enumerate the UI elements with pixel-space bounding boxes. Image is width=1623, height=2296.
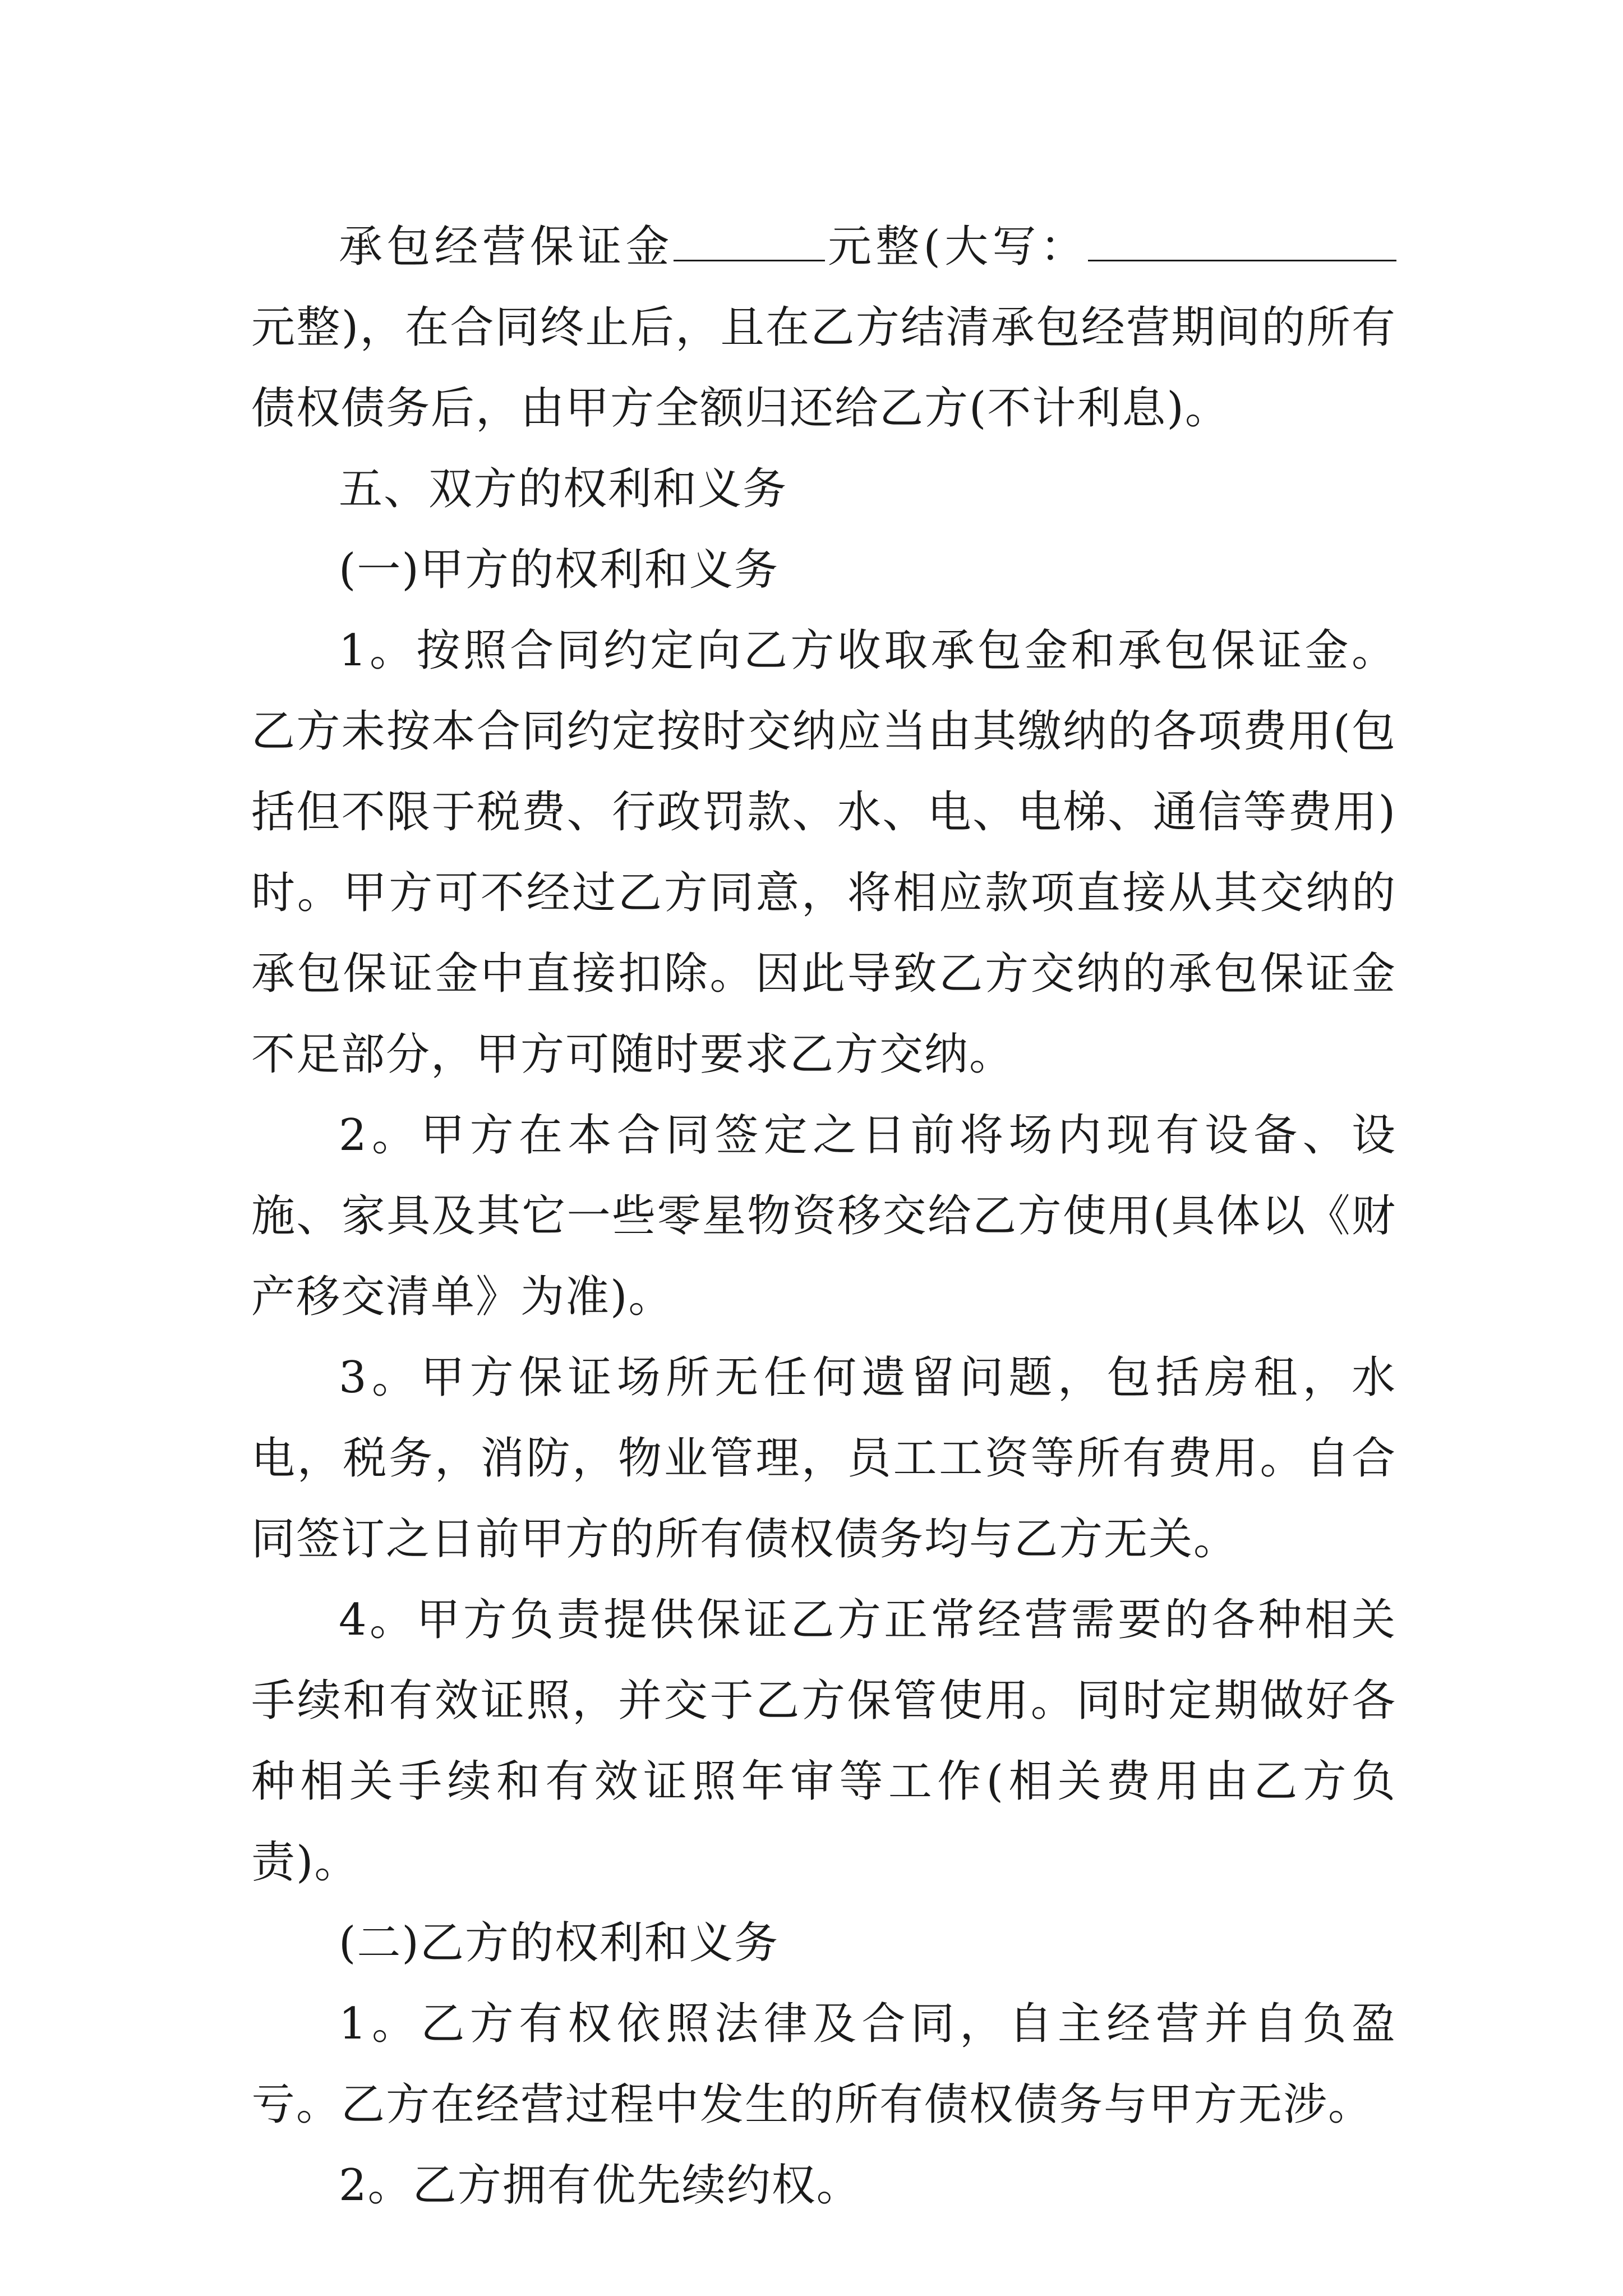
deposit-text-2: 元整(大写： <box>824 222 1088 272</box>
deposit-amount-words-blank <box>1088 219 1396 261</box>
party-b-title: (二)乙方的权利和义务 <box>339 1918 779 1968</box>
party-b-item-2: 2。乙方拥有优先续约权。 <box>339 2160 861 2211</box>
party-a-title: (一)甲方的权利和义务 <box>339 545 779 595</box>
party-a-item-3: 3。甲方保证场所无任何遗留问题，包括房租，水电，税务，消防，物业管理，员工工资等所有费用。自合同签订之日前甲方的所有债权债务均与乙方无关。 <box>251 1352 1396 1565</box>
deposit-amount-blank <box>674 219 825 261</box>
deposit-text-1: 承包经营保证金 <box>339 222 674 272</box>
party-a-item-1: 1。按照合同约定向乙方收取承包金和承包保证金。乙方未按本合同约定按时交纳应当由其缴纳的各项费用(包括但不限于税费、行政罚款、水、电、电梯、通信等费用)时。甲方可不经过乙方同意，将相应款项直接从其交纳的承包保证金中直接扣除。因此导致乙方交纳的承包保证金不足部分，甲方可随时要求乙方交纳。 <box>251 625 1396 1080</box>
party-a-item-2: 2。甲方在本合同签定之日前将场内现有设备、设施、家具及其它一些零星物资移交给乙方使用(具体以《财产移交清单》为准)。 <box>251 1110 1396 1322</box>
deposit-text-3: 元整)，在合同终止后，且在乙方结清承包经营期间的所有债权债务后，由甲方全额归还给乙方(不计利息)。 <box>251 302 1396 434</box>
party-b-item-1: 1。乙方有权依照法律及合同，自主经营并自负盈亏。乙方在经营过程中发生的所有债权债务与甲方无涉。 <box>251 1999 1396 2130</box>
section-5-title: 五、双方的权利和义务 <box>339 464 788 514</box>
party-a-item-4: 4。甲方负责提供保证乙方正常经营需要的各种相关手续和有效证照，并交于乙方保管使用。同时定期做好各种相关手续和有效证照年审等工作(相关费用由乙方负责)。 <box>251 1595 1396 1888</box>
document-body <box>251 206 1396 2226</box>
deposit-clause <box>251 206 1396 449</box>
